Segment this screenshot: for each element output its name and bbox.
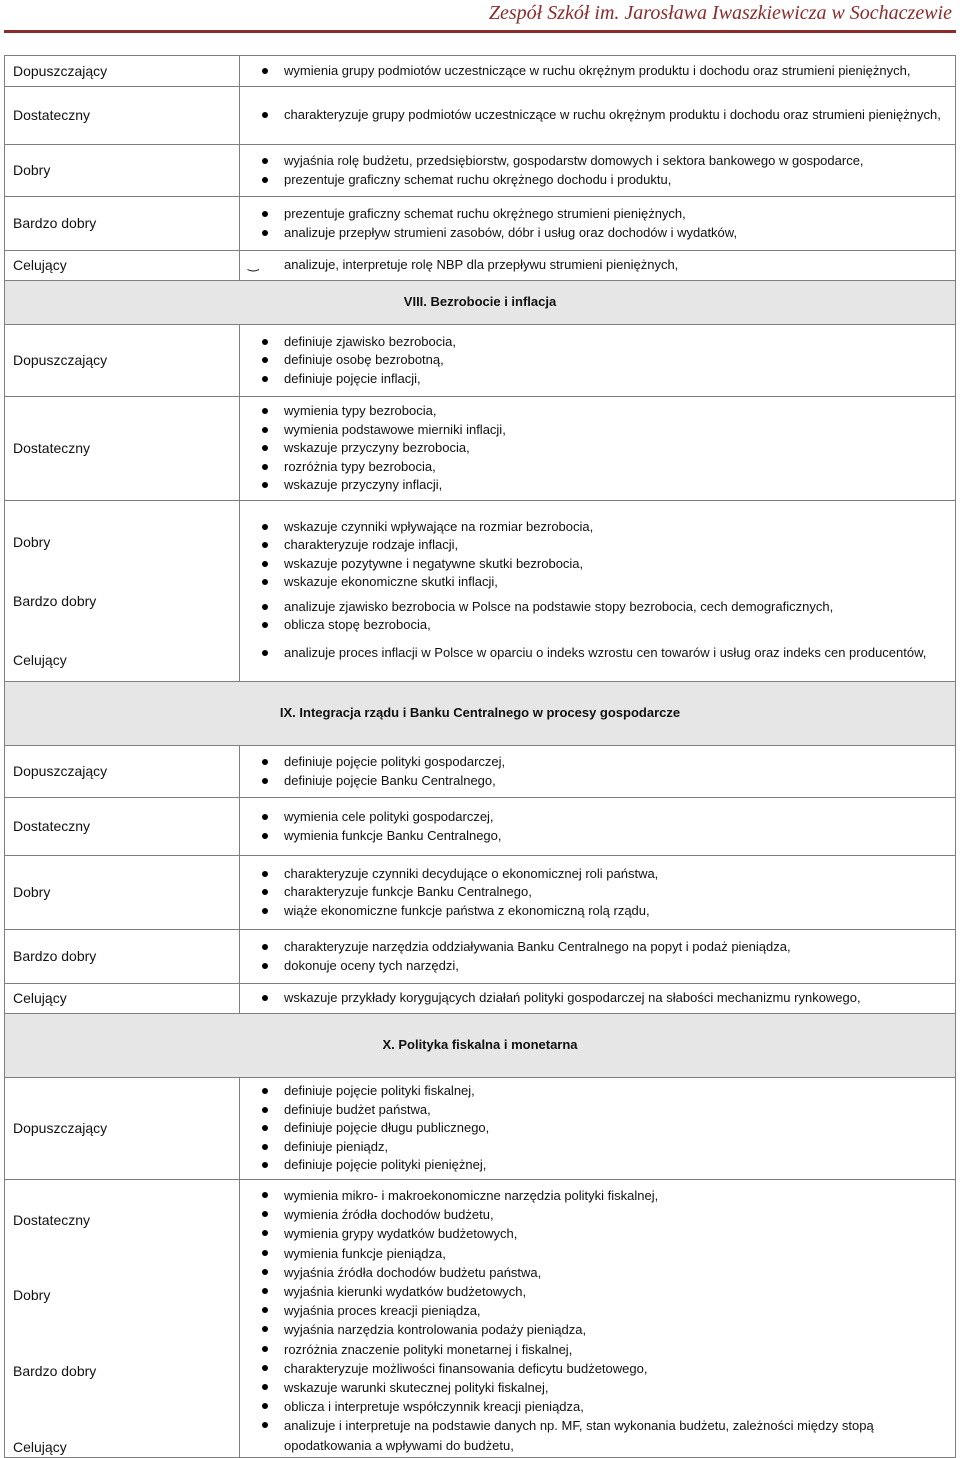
- grade-label: Celujący: [13, 651, 67, 668]
- criteria-list: [240, 402, 947, 494]
- criteria-list: [240, 1186, 947, 1455]
- grade-label: Dopuszczający: [5, 746, 240, 798]
- criteria-cell: [240, 746, 956, 798]
- criteria-item: wymienia podstawowe mierniki inflacji,: [240, 421, 947, 439]
- criteria-list: [240, 106, 947, 124]
- grade-label: Dopuszczający: [5, 1078, 240, 1180]
- grade-label: Bardzo dobry: [5, 930, 240, 984]
- criteria-item: definiuje zjawisko bezrobocia,: [240, 333, 947, 351]
- criteria-item: dokonuje oceny tych narzędzi,: [240, 957, 947, 975]
- criteria-item: definiuje osobę bezrobotną,: [240, 351, 947, 369]
- criteria-cell: [240, 145, 956, 197]
- grade-label: Dostateczny: [5, 798, 240, 856]
- criteria-item: wymienia grypy wydatków budżetowych,: [240, 1224, 947, 1243]
- criteria-item: charakteryzuje funkcje Banku Centralnego,: [240, 883, 947, 901]
- criteria-item: definiuje pojęcie inflacji,: [240, 370, 947, 388]
- criteria-cell: [240, 87, 956, 145]
- criteria-item: definiuje pojęcie długu publicznego,: [240, 1119, 947, 1137]
- criteria-item: wskazuje przykłady korygujących działań polityki gospodarczej na słabości mechanizmu rynkowego,: [240, 989, 947, 1007]
- criteria-item: rozróżnia typy bezrobocia,: [240, 458, 947, 476]
- grade-label: Bardzo dobry: [5, 197, 240, 251]
- criteria-item: analizuje i interpretuje na podstawie danych np. MF, stan wykonania budżetu, zależności między stopą opodatkowania a wpływami do budżetu,: [240, 1416, 947, 1454]
- criteria-list: [240, 1082, 947, 1174]
- criteria-item: rozróżnia znaczenie polityki monetarnej i fiskalnej,: [240, 1340, 947, 1359]
- section-heading-ix: IX. Integracja rządu i Banku Centralnego w procesy gospodarcze: [5, 682, 956, 746]
- criteria-item: wymienia typy bezrobocia,: [240, 402, 947, 420]
- criteria-cell: [240, 325, 956, 397]
- criteria-item: analizuje zjawisko bezrobocia w Polsce na podstawie stopy bezrobocia, cech demograficznych,: [240, 598, 947, 616]
- grade-label: Celujący: [13, 1439, 67, 1456]
- criteria-item: charakteryzuje grupy podmiotów uczestniczące w ruchu okrężnym produktu i dochodu oraz strumieni pieniężnych,: [240, 106, 947, 124]
- grade-label: Celujący: [5, 984, 240, 1014]
- criteria-item: wiąże ekonomiczne funkcje państwa z ekonomiczną rolą rządu,: [240, 902, 947, 920]
- grade-label: Dostateczny: [5, 87, 240, 145]
- page-header-title: Zespół Szkół im. Jarosława Iwaszkiewicza w Sochaczewie: [488, 2, 952, 24]
- criteria-item: charakteryzuje narzędzia oddziaływania Banku Centralnego na popyt i podaż pieniądza,: [240, 938, 947, 956]
- criteria-item: oblicza stopę bezrobocia,: [240, 616, 947, 634]
- grade-label: Dostateczny: [13, 1211, 91, 1228]
- header-divider: [4, 30, 956, 33]
- criteria-item: wyjaśnia narzędzia kontrolowania podaży pieniądza,: [240, 1320, 947, 1339]
- criteria-item: wskazuje czynniki wpływające na rozmiar bezrobocia,: [240, 518, 947, 536]
- criteria-cell: [240, 1180, 956, 1458]
- criteria-cell: [240, 930, 956, 984]
- criteria-item: charakteryzuje możliwości finansowania deficytu budżetowego,: [240, 1359, 947, 1378]
- criteria-list: [240, 333, 947, 388]
- criteria-list: [240, 598, 947, 635]
- criteria-item: definiuje pojęcie polityki fiskalnej,: [240, 1082, 947, 1100]
- criteria-cell: [240, 856, 956, 930]
- criteria-list: [240, 938, 947, 975]
- grade-label: Dopuszczający: [5, 56, 240, 87]
- criteria-item: wskazuje przyczyny inflacji,: [240, 476, 947, 494]
- criteria-item: wskazuje ekonomiczne skutki inflacji,: [240, 573, 947, 591]
- criteria-item: wyjaśnia rolę budżetu, przedsiębiorstw, gospodarstw domowych i sektora bankowego w gospodarce,: [240, 152, 947, 170]
- criteria-cell: [240, 56, 956, 87]
- criteria-cell: [240, 197, 956, 251]
- section-heading-viii: VIII. Bezrobocie i inflacja: [5, 281, 956, 325]
- section-heading-x: X. Polityka fiskalna i monetarna: [5, 1014, 956, 1078]
- criteria-item: wymienia funkcje pieniądza,: [240, 1244, 947, 1263]
- criteria-item: wyjaśnia źródła dochodów budżetu państwa,: [240, 1263, 947, 1282]
- criteria-item: wymienia źródła dochodów budżetu,: [240, 1205, 947, 1224]
- criteria-item: wymienia funkcje Banku Centralnego,: [240, 827, 947, 845]
- criteria-item: charakteryzuje rodzaje inflacji,: [240, 536, 947, 554]
- criteria-cell: [240, 501, 956, 682]
- criteria-list: [240, 518, 947, 592]
- criteria-list: [240, 865, 947, 920]
- criteria-item: definiuje budżet państwa,: [240, 1101, 947, 1119]
- criteria-item: charakteryzuje czynniki decydujące o ekonomicznej roli państwa,: [240, 865, 947, 883]
- criteria-item: wymienia grupy podmiotów uczestniczące w ruchu okrężnym produktu i dochodu oraz strumieni pieniężnych,: [240, 62, 947, 80]
- criteria-item: analizuje proces inflacji w Polsce w oparciu o indeks wzrostu cen towarów i usług oraz indeks cen producentów,: [240, 644, 947, 662]
- criteria-list: [240, 989, 947, 1007]
- criteria-list: [240, 152, 947, 189]
- criteria-list: [240, 644, 947, 662]
- criteria-list: [240, 256, 947, 274]
- grade-label: Dobry: [13, 1287, 51, 1304]
- criteria-list: [240, 62, 947, 80]
- criteria-list: [240, 753, 947, 790]
- criteria-cell: [240, 984, 956, 1014]
- grade-stack-cell: [5, 501, 240, 682]
- criteria-item: oblicza i interpretuje współczynnik kreacji pieniądza,: [240, 1397, 947, 1416]
- criteria-item: analizuje przepływ strumieni zasobów, dóbr i usług oraz dochodów i wydatków,: [240, 224, 947, 242]
- criteria-item: wymienia mikro- i makroekonomiczne narzędzia polityki fiskalnej,: [240, 1186, 947, 1205]
- criteria-item: wskazuje przyczyny bezrobocia,: [240, 439, 947, 457]
- grade-label: Dostateczny: [5, 397, 240, 501]
- criteria-item: wskazuje warunki skutecznej polityki fiskalnej,: [240, 1378, 947, 1397]
- grade-stack-cell: [5, 1180, 240, 1458]
- grade-label: Dobry: [5, 145, 240, 197]
- grade-label: Dopuszczający: [5, 325, 240, 397]
- criteria-item: wymienia cele polityki gospodarczej,: [240, 808, 947, 826]
- criteria-item: prezentuje graficzny schemat ruchu okrężnego strumieni pieniężnych,: [240, 205, 947, 223]
- criteria-cell: [240, 1078, 956, 1180]
- criteria-item: prezentuje graficzny schemat ruchu okrężnego dochodu i produktu,: [240, 171, 947, 189]
- criteria-cell: [240, 798, 956, 856]
- criteria-list: [240, 808, 947, 845]
- criteria-item: definiuje pieniądz,: [240, 1138, 947, 1156]
- criteria-item: definiuje pojęcie Banku Centralnego,: [240, 772, 947, 790]
- criteria-table: [4, 55, 956, 1458]
- criteria-cell: [240, 397, 956, 501]
- criteria-item: ⁀ analizuje, interpretuje rolę NBP dla przepływu strumieni pieniężnych,: [240, 256, 947, 274]
- criteria-item: definiuje pojęcie polityki pieniężnej,: [240, 1156, 947, 1174]
- grade-label: Celujący: [5, 251, 240, 281]
- criteria-cell: [240, 251, 956, 281]
- criteria-item: wskazuje pozytywne i negatywne skutki bezrobocia,: [240, 555, 947, 573]
- criteria-item: definiuje pojęcie polityki gospodarczej,: [240, 753, 947, 771]
- criteria-item: wyjaśnia proces kreacji pieniądza,: [240, 1301, 947, 1320]
- grade-label: Dobry: [5, 856, 240, 930]
- grade-label: Bardzo dobry: [13, 592, 97, 609]
- criteria-item: wyjaśnia kierunki wydatków budżetowych,: [240, 1282, 947, 1301]
- criteria-list: [240, 205, 947, 242]
- grade-label: Bardzo dobry: [13, 1363, 97, 1380]
- grade-label: Dobry: [13, 534, 51, 550]
